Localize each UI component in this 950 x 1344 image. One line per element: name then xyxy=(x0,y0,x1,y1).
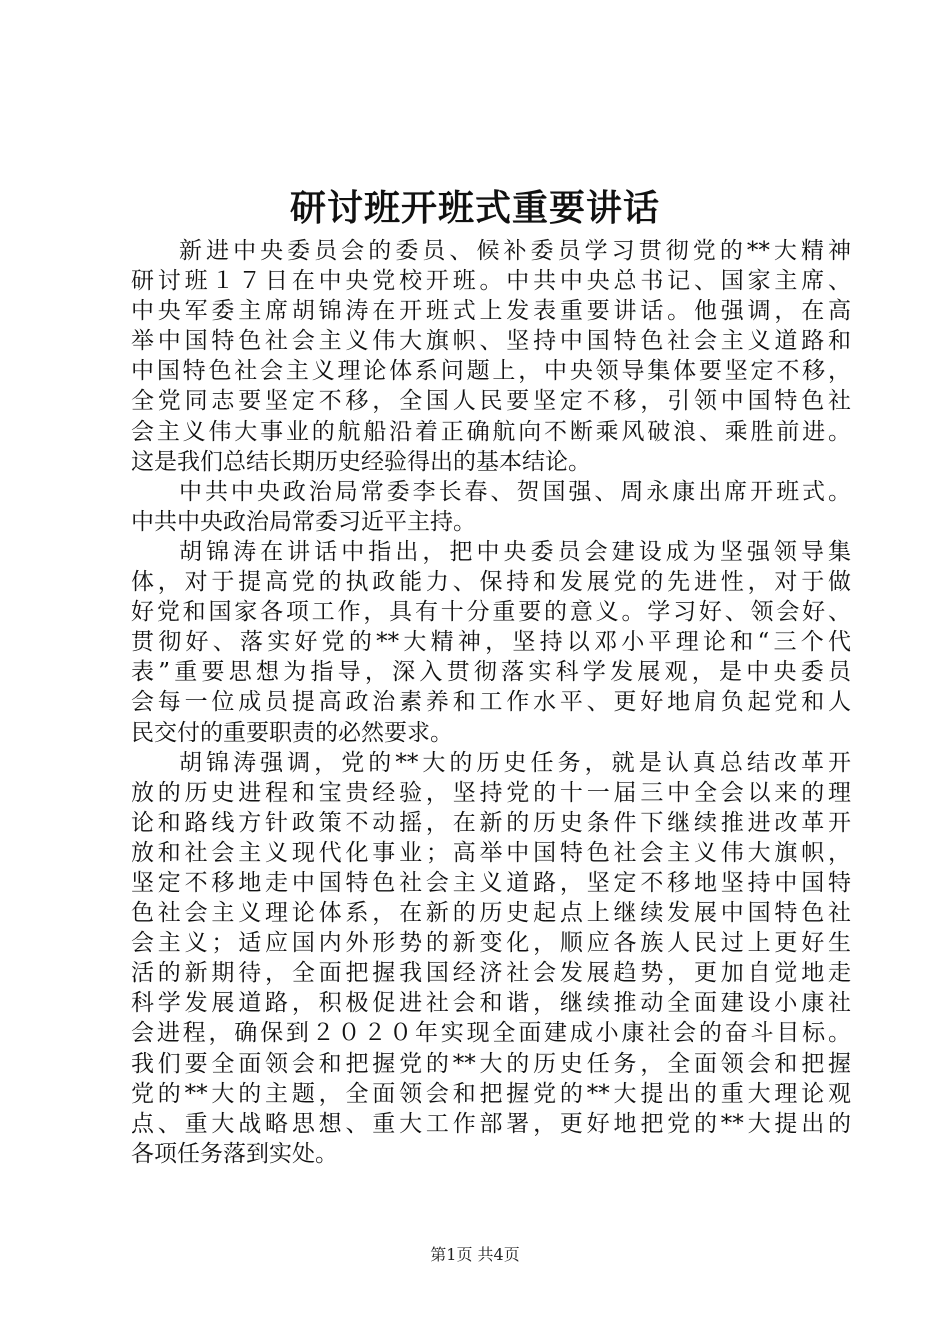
text-line: 胡锦涛在讲话中指出，把中央委员会建设成为坚强领导集 xyxy=(179,538,851,565)
text-line: 中共中央政治局常委习近平主持。 xyxy=(131,508,476,535)
text-line: 论和路线方针政策不动摇，在新的历史条件下继续推进改革开 xyxy=(131,809,851,836)
text-line: 点、重大战略思想、重大工作部署，更好地把党的**大提出的 xyxy=(131,1110,851,1137)
document-title: 研讨班开班式重要讲话 xyxy=(289,187,660,229)
text-line: 会主义；适应国内外形势的新变化，顺应各族人民过上更好生 xyxy=(131,930,851,957)
text-line: 放的历史进程和宝贵经验，坚持党的十一届三中全会以来的理 xyxy=(131,779,851,806)
text-line: 坚定不移地走中国特色社会主义道路，坚定不移地坚持中国特 xyxy=(131,869,851,896)
text-line: 中央军委主席胡锦涛在开班式上发表重要讲话。他强调，在高 xyxy=(131,298,851,325)
text-line: 活的新期待，全面把握我国经济社会发展趋势，更加自觉地走 xyxy=(131,960,851,987)
text-line: 新进中央委员会的委员、候补委员学习贯彻党的**大精神 xyxy=(179,238,851,264)
text-line: 研讨班１７日在中央党校开班。中共中央总书记、国家主席、 xyxy=(131,268,851,295)
text-line: 全党同志要坚定不移，全国人民要坚定不移，引领中国特色社 xyxy=(131,388,851,415)
text-line: 党的**大的主题，全面领会和把握党的**大提出的重大理论观 xyxy=(131,1080,851,1107)
text-line: 表”重要思想为指导，深入贯彻落实科学发展观，是中央委员 xyxy=(131,659,851,686)
text-line: 举中国特色社会主义伟大旗帜、坚持中国特色社会主义道路和 xyxy=(131,328,851,355)
text-line: 各项任务落到实处。 xyxy=(131,1140,338,1167)
text-line: 民交付的重要职责的必然要求。 xyxy=(131,719,453,746)
text-line: 放和社会主义现代化事业；高举中国特色社会主义伟大旗帜， xyxy=(131,839,851,866)
text-line: 中国特色社会主义理论体系问题上，中央领导集体要坚定不移， xyxy=(131,358,851,385)
text-line: 胡锦涛强调，党的**大的历史任务，就是认真总结改革开 xyxy=(179,749,851,776)
text-line: 会每一位成员提高政治素养和工作水平、更好地肩负起党和人 xyxy=(131,689,851,716)
text-line: 科学发展道路，积极促进社会和谐，继续推动全面建设小康社 xyxy=(131,990,851,1017)
page-footer: 第1页 共4页 xyxy=(430,1245,520,1264)
text-line: 好党和国家各项工作，具有十分重要的意义。学习好、领会好、 xyxy=(131,599,851,626)
text-line: 会主义伟大事业的航船沿着正确航向不断乘风破浪、乘胜前进。 xyxy=(131,418,851,445)
text-line: 我们要全面领会和把握党的**大的历史任务，全面领会和把握 xyxy=(131,1050,851,1077)
text-line: 体，对于提高党的执政能力、保持和发展党的先进性，对于做 xyxy=(131,569,851,596)
text-line: 会进程，确保到２０２０年实现全面建成小康社会的奋斗目标。 xyxy=(131,1020,851,1047)
text-line: 中共中央政治局常委李长春、贺国强、周永康出席开班式。 xyxy=(179,478,851,505)
text-line: 色社会主义理论体系，在新的历史起点上继续发展中国特色社 xyxy=(131,900,851,927)
text-line: 贯彻好、落实好党的**大精神，坚持以邓小平理论和“三个代 xyxy=(131,629,851,656)
document-body xyxy=(131,236,851,1169)
text-line: 这是我们总结长期历史经验得出的基本结论。 xyxy=(131,448,591,475)
